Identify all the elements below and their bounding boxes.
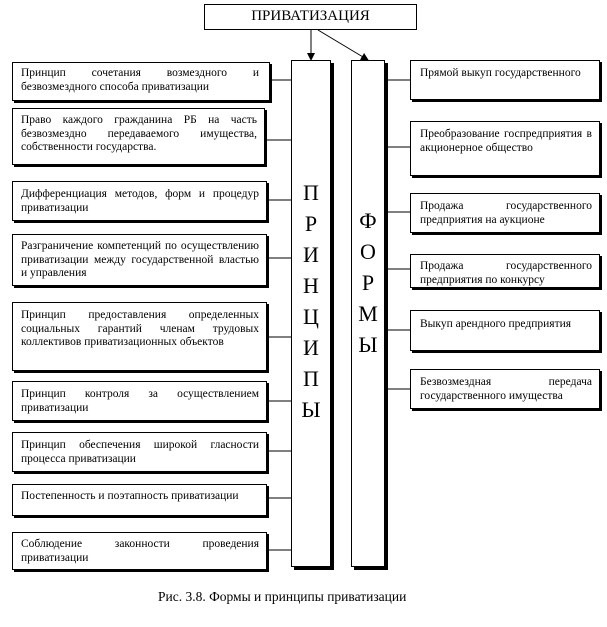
forms-letter: Ы bbox=[358, 332, 378, 357]
form-box bbox=[410, 121, 600, 176]
principle-box bbox=[12, 62, 270, 101]
form-text: Продажа государственного предприятия на аукционе bbox=[420, 200, 592, 226]
figure-caption: Рис. 3.8. Формы и принципы приватизации bbox=[158, 589, 407, 604]
forms-letter: О bbox=[360, 239, 376, 264]
title-text: ПРИВАТИЗАЦИЯ bbox=[251, 8, 370, 24]
principle-text: Принцип сочетания возмездного и безвозмездного способа приватизации bbox=[21, 67, 259, 93]
principles-letter: П bbox=[303, 180, 319, 205]
principles-letter: Р bbox=[304, 211, 318, 236]
principle-text: Принцип предоставления определенных социальных гарантий членам трудовых коллективов приватизационных объектов bbox=[21, 309, 259, 348]
forms-letter: Р bbox=[361, 270, 375, 295]
form-box bbox=[410, 193, 600, 233]
form-text: Прямой выкуп государственного bbox=[420, 67, 581, 79]
form-text: Продажа государственного предприятия по конкурсу bbox=[420, 260, 592, 286]
form-box bbox=[410, 310, 600, 351]
form-box bbox=[410, 369, 600, 409]
principle-text: Принцип контроля за осуществлением приватизации bbox=[21, 388, 259, 414]
principle-text: Соблюдение законности проведения приватизации bbox=[21, 538, 259, 564]
forms-column bbox=[351, 60, 385, 567]
principle-box bbox=[12, 108, 265, 165]
principles-column bbox=[291, 60, 331, 567]
principles-letter: И bbox=[303, 242, 319, 267]
principle-box bbox=[12, 234, 267, 286]
principles-letter: П bbox=[303, 366, 319, 391]
principle-box bbox=[12, 181, 267, 221]
principle-text: Разграничение компетенций по осуществлению приватизации между государственной властью и управления bbox=[21, 240, 259, 279]
form-text: Преобразование госпредприятия в акционерное общество bbox=[420, 128, 592, 154]
principle-text: Постепенность и поэтапность приватизации bbox=[21, 490, 239, 502]
principle-box bbox=[12, 381, 267, 421]
form-box bbox=[410, 254, 600, 288]
principle-box bbox=[12, 432, 267, 472]
principle-box bbox=[12, 302, 267, 371]
form-text: Безвозмездная передача государственного имущества bbox=[420, 376, 592, 402]
forms-letter: Ф bbox=[359, 208, 377, 233]
principles-letter: И bbox=[303, 335, 319, 360]
principles-letter: Ы bbox=[301, 397, 321, 422]
form-box bbox=[410, 60, 600, 100]
arrow-to-forms bbox=[318, 30, 368, 60]
form-text: Выкуп арендного предприятия bbox=[420, 318, 572, 330]
principle-text: Принцип обеспечения широкой гласности процесса приватизации bbox=[21, 439, 259, 465]
principles-column-label bbox=[292, 177, 330, 425]
title-box bbox=[204, 4, 417, 30]
principles-letter: Н bbox=[303, 273, 319, 298]
principle-box bbox=[12, 484, 267, 516]
principle-box bbox=[12, 532, 267, 570]
principle-text: Право каждого гражданина РБ на часть безвозмездно передаваемого имущества, собственности государства. bbox=[21, 114, 257, 153]
principles-letter: Ц bbox=[303, 304, 319, 329]
forms-column-label bbox=[352, 205, 384, 360]
principle-text: Дифференциация методов, форм и процедур приватизации bbox=[21, 188, 259, 214]
forms-letter: М bbox=[358, 301, 378, 326]
